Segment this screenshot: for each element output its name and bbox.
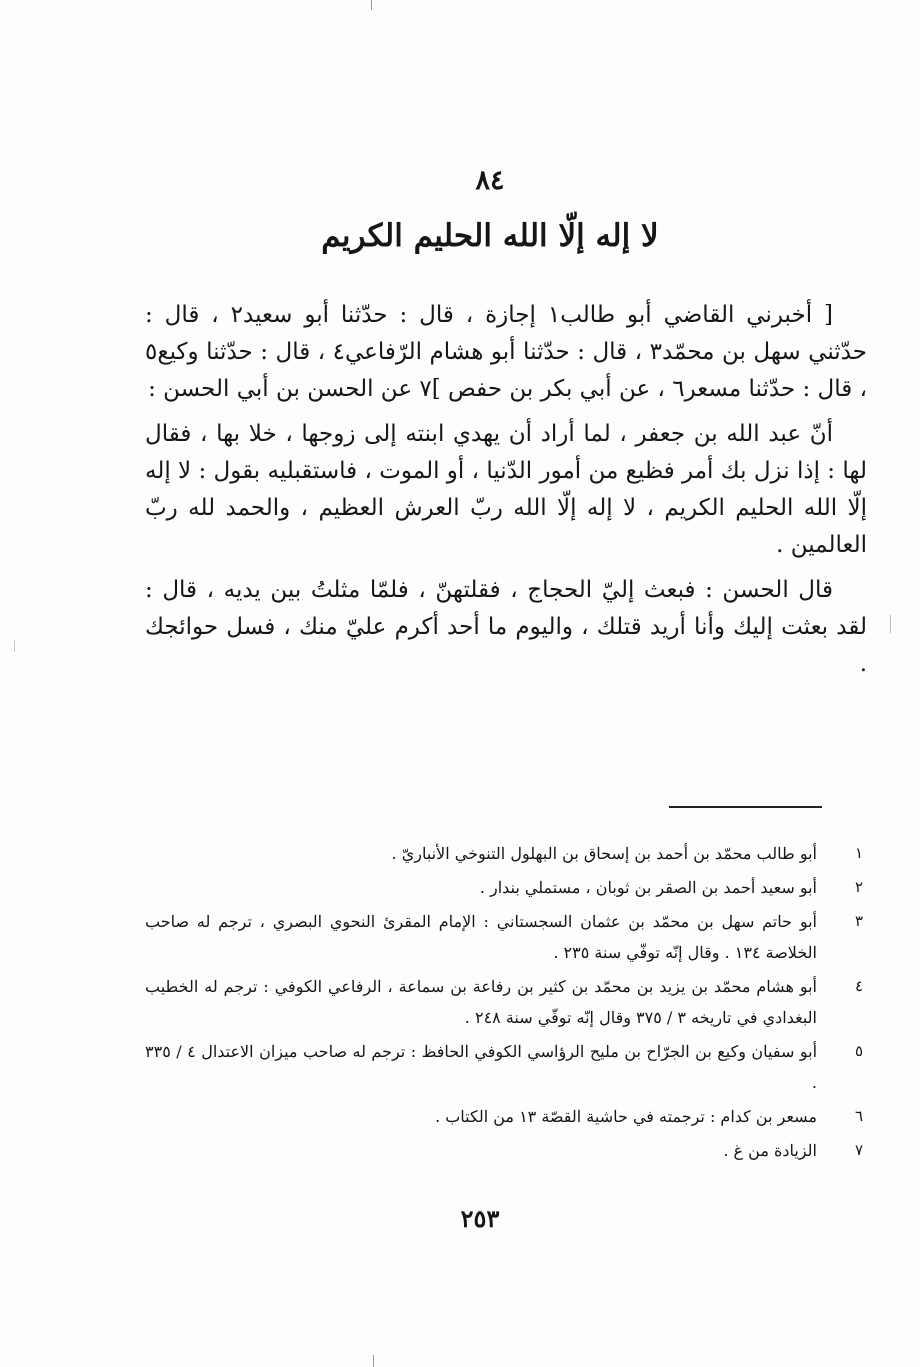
footnote-text: أبو هشام محمّد بن يزيد بن محمّد بن كثير بن رفاعة بن سماعة ، الرفاعي الكوفي : ترجم له الخطيب البغدادي في تاريخه ٣ / ٣٧٥ وقال إنّه توفّي سنة ٢٤٨ .: [145, 977, 817, 1027]
footnote: [145, 838, 863, 869]
story-number: ٨٤: [475, 165, 505, 196]
footnote: [145, 1135, 863, 1166]
story-paragraph: أنّ عبد الله بن جعفر ، لما أراد أن يهدي ابنته إلى زوجها ، خلا بها ، فقال لها : إذا نزل بك أمر فظيع من أمور الدّنيا ، أو الموت ، فاستقبليه بقول : لا إله إلّا الله الحليم الكريم ، لا إله إلّا الله ربّ العرش العظيم ، والحمد لله ربّ العالمين .: [145, 421, 867, 558]
page-number: ٢٥٣: [460, 1204, 500, 1233]
footnote-text: أبو سعيد أحمد بن الصقر بن ثوبان ، مستملي بندار .: [479, 878, 817, 897]
footnote-number: ٣: [854, 912, 863, 930]
footnote-text: أبو سفيان وكيع بن الجرّاح بن مليح الرؤاسي الكوفي الحافظ : ترجم له صاحب ميزان الاعتدال ٤ / ٣٣٥ .: [145, 1042, 818, 1092]
footnote-text: الزيادة من غ .: [723, 1141, 817, 1160]
isnad-paragraph: [ أخبرني القاضي أبو طالب١ إجازة ، قال : حدّثنا أبو سعيد٢ ، قال : حدّثني سهل بن محمّد٣ ، قال : حدّثنا أبو هشام الرّفاعي٤ ، قال : حدّثنا وكيع٥ ، قال : حدّثنا مسعر٦ ، عن أبي بكر بن حفص ]٧ عن الحسن بن أبي الحسن :: [145, 302, 867, 402]
footnote-number: ٢: [854, 878, 863, 896]
footnote: [145, 906, 863, 968]
footnote: [145, 1101, 863, 1132]
footnote-number: ١: [854, 844, 863, 862]
footnote-number: ٤: [854, 977, 863, 995]
footnote-text: أبو طالب محمّد بن أحمد بن إسحاق بن البهلول التنوخي الأنباريّ .: [391, 844, 817, 863]
story-body: [145, 297, 867, 691]
closing-paragraph: قال الحسن : فبعث إليّ الحجاج ، فقلتهنّ ، فلمّا مثلتُ بين يديه ، قال : لقد بعثت إليك وأنا أريد قتلك ، واليوم ما أحد أكرم عليّ منك ، فسل حوائجك .: [145, 577, 867, 677]
footnote-text: أبو حاتم سهل بن محمّد بن عثمان السجستاني : الإمام المقرئ النحوي البصري ، ترجم له صاحب الخلاصة ١٣٤ . وقال إنّه توفّي سنة ٢٣٥ .: [145, 912, 817, 962]
footnotes: [145, 838, 863, 1169]
footnote-text: مسعر بن كدام : ترجمته في حاشية القصّة ١٣ من الكتاب .: [435, 1107, 817, 1126]
footnote: [145, 872, 863, 903]
scan-mark-bottom: [373, 1355, 374, 1367]
scan-mark-right: [890, 615, 891, 633]
footnote-separator: [669, 806, 822, 808]
footnote-number: ٦: [854, 1107, 863, 1125]
footnote-number: ٧: [854, 1141, 863, 1159]
footnote: [145, 1036, 863, 1098]
footnote-number: ٥: [854, 1042, 863, 1060]
scan-mark-top: [371, 0, 372, 10]
footnote: [145, 971, 863, 1033]
scan-mark-left: [14, 640, 15, 652]
story-title: لا إله إلّا الله الحليم الكريم: [321, 218, 659, 254]
